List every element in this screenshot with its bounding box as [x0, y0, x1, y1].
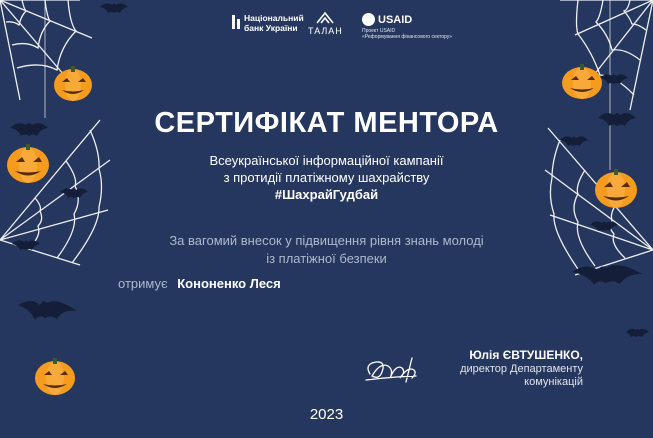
usaid-seal-icon — [362, 13, 375, 26]
campaign-description — [0, 152, 653, 203]
pumpkin-top-right — [562, 64, 602, 99]
signer-position-2: комунікацій — [524, 376, 583, 388]
usaid-project-text: Проект USAID «Реформування фінансового сектору» — [362, 28, 453, 40]
usaid-logo-text: USAID — [378, 13, 413, 26]
reason-line-1: За вагомий внесок у підвищення рівня знань молоді — [169, 233, 484, 248]
certificate-title: СЕРТИФІКАТ МЕНТОРА — [154, 107, 499, 139]
signer-position-1: директор Департаменту — [460, 363, 583, 375]
campaign-line-1: Всеукраїнської інформаційної кампанії — [209, 153, 444, 168]
recipient-name: Кононенко Леся — [177, 276, 281, 291]
usaid-logo — [362, 13, 452, 40]
nbu-logo-text: Національний банк України — [244, 13, 304, 33]
campaign-line-2: з протидії платіжному шахрайству — [223, 170, 430, 185]
recipient — [118, 276, 281, 291]
pumpkin-top-left — [54, 66, 92, 101]
partner-logos — [0, 10, 653, 50]
award-reason — [0, 232, 653, 268]
recipient-label: отримує — [118, 276, 168, 291]
pumpkin-bottom-left — [35, 358, 75, 395]
reason-line-2: із платіжної безпеки — [266, 251, 387, 266]
signer-name: Юлія ЄВТУШЕНКО, — [469, 348, 583, 362]
talan-logo-text: ТАЛАН — [308, 26, 343, 36]
campaign-hashtag: #ШахрайГудбай — [274, 187, 379, 202]
signer-block — [460, 349, 583, 389]
nbu-logo — [232, 14, 304, 33]
nbu-mark-icon — [232, 15, 241, 29]
talan-mark-icon — [316, 12, 334, 24]
talan-logo — [308, 12, 342, 36]
handwritten-signature — [364, 350, 424, 386]
certificate-year: 2023 — [309, 406, 344, 423]
